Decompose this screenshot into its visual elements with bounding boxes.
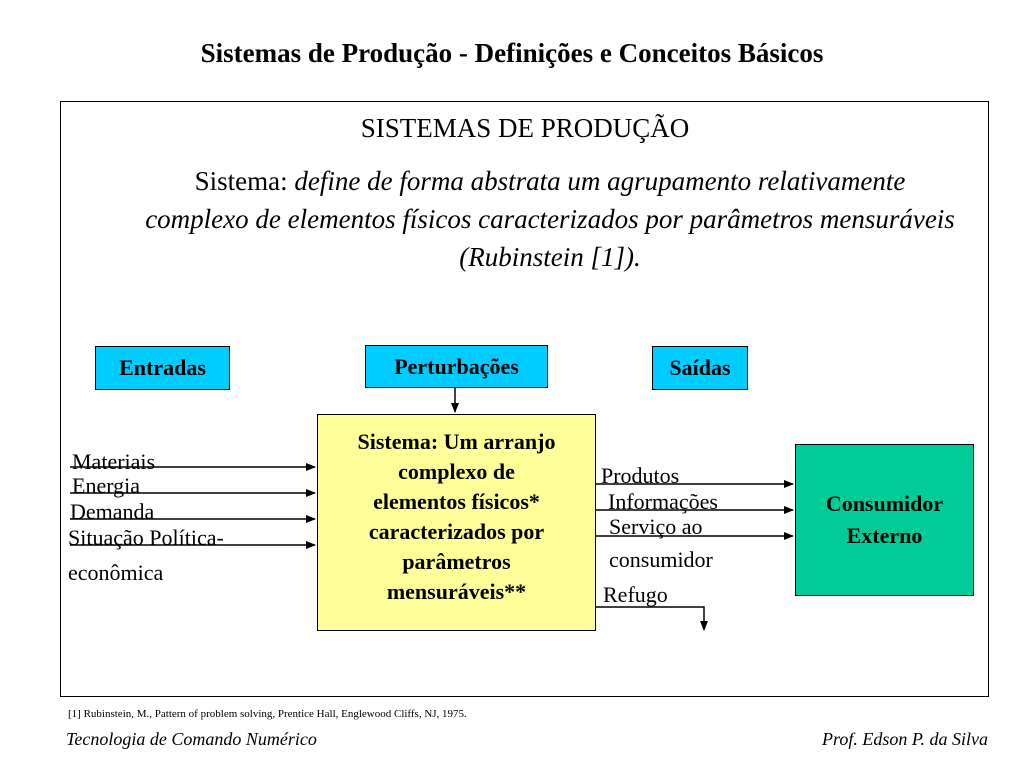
input-label-materiais: Materiais	[72, 449, 156, 474]
entradas-box: Entradas	[95, 346, 230, 390]
section-heading: SISTEMAS DE PRODUÇÃO	[360, 113, 690, 143]
output-label-produtos: Produtos	[601, 463, 680, 488]
footer-course: Tecnologia de Comando Numérico	[66, 729, 317, 749]
consumer-line: Consumidor	[825, 491, 944, 516]
output-label-consumidor: consumidor	[609, 547, 713, 572]
system-line: mensuráveis**	[386, 579, 527, 604]
definition-text: define de forma abstrata um agrupamento relativamente complexo de elementos físicos caracterizados por parâmetros mensuráveis (Rubinstein [1]).	[145, 166, 955, 272]
consumer-line: Externo	[846, 523, 923, 548]
system-line: complexo de	[398, 459, 515, 484]
output-arrow-refugo	[596, 607, 704, 630]
input-label-economica: econômica	[68, 560, 164, 585]
perturbacoes-box: Perturbações	[365, 345, 548, 388]
footer-author: Prof. Edson P. da Silva	[822, 729, 988, 749]
system-line: Sistema: Um arranjo	[357, 429, 556, 454]
saidas-box: Saídas	[652, 346, 748, 390]
input-label-demanda: Demanda	[70, 499, 155, 524]
system-line: parâmetros	[402, 549, 511, 574]
input-label-situacao: Situação Política-	[68, 525, 224, 550]
system-line: caracterizados por	[368, 519, 545, 544]
system-line: elementos físicos*	[373, 489, 540, 514]
footnote: [1] Rubinstein, M., Pattern of problem solving, Prentice Hall, Englewood Cliffs, NJ, 1975.	[68, 708, 467, 720]
definition-term: Sistema:	[194, 166, 295, 196]
output-label-informacoes: Informações	[608, 489, 718, 514]
output-label-refugo: Refugo	[603, 582, 668, 607]
slide-title: Sistemas de Produção - Definições e Conceitos Básicos	[200, 38, 824, 68]
input-label-energia: Energia	[72, 473, 141, 498]
output-label-servico: Serviço ao	[609, 514, 703, 539]
